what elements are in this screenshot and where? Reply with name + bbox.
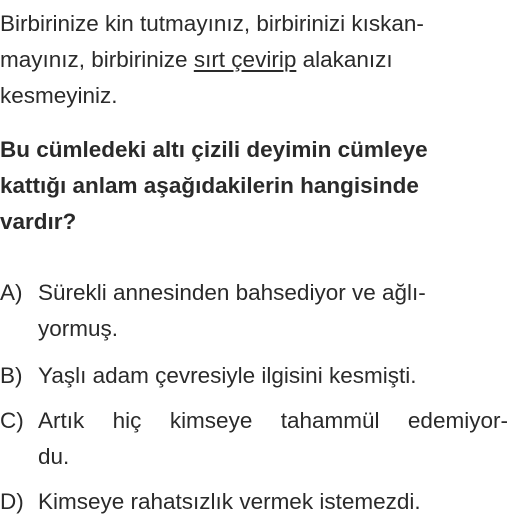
option-word: kimseye bbox=[169, 408, 253, 433]
option-letter: A) bbox=[0, 280, 23, 305]
option-text: Kimseye rahatsızlık vermek istemezdi. bbox=[38, 489, 421, 514]
option-letter: C) bbox=[0, 408, 24, 433]
option-a-line-1 bbox=[0, 278, 426, 308]
option-b-line-1 bbox=[0, 361, 416, 391]
question-line-1: Bu cümledeki altı çizili deyimin cümleye bbox=[0, 137, 428, 162]
underlined-idiom: sırt çevirip bbox=[193, 47, 297, 72]
passage-line-1: Birbirinize kin tutmayınız, birbirinizi kıskan- bbox=[0, 11, 424, 36]
option-c-line-2: du. bbox=[38, 444, 70, 469]
passage-line-3: kesmeyiniz. bbox=[0, 83, 118, 108]
option-text: Yaşlı adam çevresiyle ilgisini kesmişti. bbox=[38, 363, 417, 388]
option-letter: D) bbox=[0, 489, 24, 514]
option-word: hiç bbox=[112, 408, 142, 433]
option-a-line-2: yormuş. bbox=[38, 316, 119, 341]
question-line-3: vardır? bbox=[0, 209, 77, 234]
option-letter: B) bbox=[0, 363, 23, 388]
option-word: edemiyor- bbox=[407, 408, 508, 433]
option-word: tahammül bbox=[280, 408, 380, 433]
option-text: Sürekli annesinden bahsediyor ve ağlı- bbox=[38, 280, 426, 305]
question-line-2: kattığı anlam aşağıdakilerin hangisinde bbox=[0, 173, 419, 198]
option-d-line-1 bbox=[0, 487, 421, 517]
option-c-line-1 bbox=[0, 406, 38, 436]
option-word: Artık bbox=[38, 408, 85, 433]
option-c-text-line-1 bbox=[38, 406, 508, 436]
passage-line-2 bbox=[0, 45, 503, 75]
passage-text: mayınız, birbirinize bbox=[0, 47, 194, 72]
passage-text: alakanızı bbox=[296, 47, 393, 72]
